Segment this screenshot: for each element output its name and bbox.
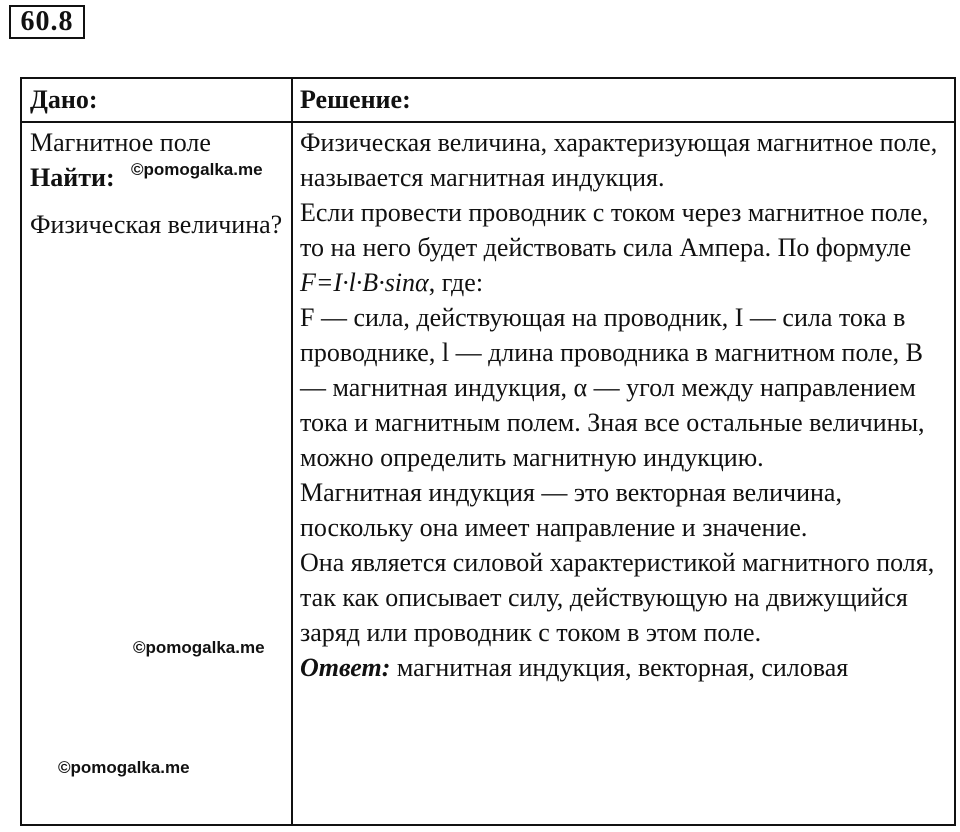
solution-header: Решение: — [300, 85, 411, 114]
find-value: Физическая величина? — [30, 210, 283, 239]
answer-label: Ответ: — [300, 653, 391, 682]
answer-text: магнитная индукция, векторная, силовая — [390, 653, 849, 682]
find-label: Найти: — [30, 163, 115, 192]
given-header: Дано: — [30, 85, 98, 114]
solution-paragraph-5: Она является силовой характеристикой магнитного поля, так как описывает силу, действующую на движущийся заряд или проводник с током в этом поле. — [300, 548, 935, 647]
solution-paragraph-3: F — сила, действующая на проводник, I — сила тока в проводнике, l — длина проводника в магнитном поле, B — магнитная индукция, α — угол между направлением тока и магнитным полем. Зная все остальные величины, можно определить магнитную индукцию. — [300, 303, 925, 472]
watermark-3: ©pomogalka.me — [58, 758, 190, 777]
given-column — [30, 125, 288, 242]
solution-paragraph-1: Физическая величина, характеризующая магнитное поле, называется магнитная индукция. — [300, 128, 938, 192]
solution-table — [20, 77, 956, 826]
solution-column — [300, 125, 950, 685]
p2-text-after: , где: — [428, 268, 484, 297]
header-divider — [22, 121, 954, 123]
ampere-formula: F=I·l·B·sinα — [300, 268, 429, 297]
column-divider — [291, 79, 293, 824]
solution-paragraph-2 — [300, 195, 950, 300]
given-value: Магнитное поле — [30, 128, 211, 157]
solution-paragraph-4: Магнитная индукция — это векторная величина, поскольку она имеет направление и значение. — [300, 478, 842, 542]
answer — [300, 650, 950, 685]
watermark-2: ©pomogalka.me — [133, 638, 265, 657]
p2-text-before: Если провести проводник с током через магнитное поле, то на него будет действовать сила Ампера. По формуле — [300, 198, 929, 262]
problem-number: 60.8 — [9, 5, 85, 39]
watermark-1: ©pomogalka.me — [131, 160, 263, 179]
